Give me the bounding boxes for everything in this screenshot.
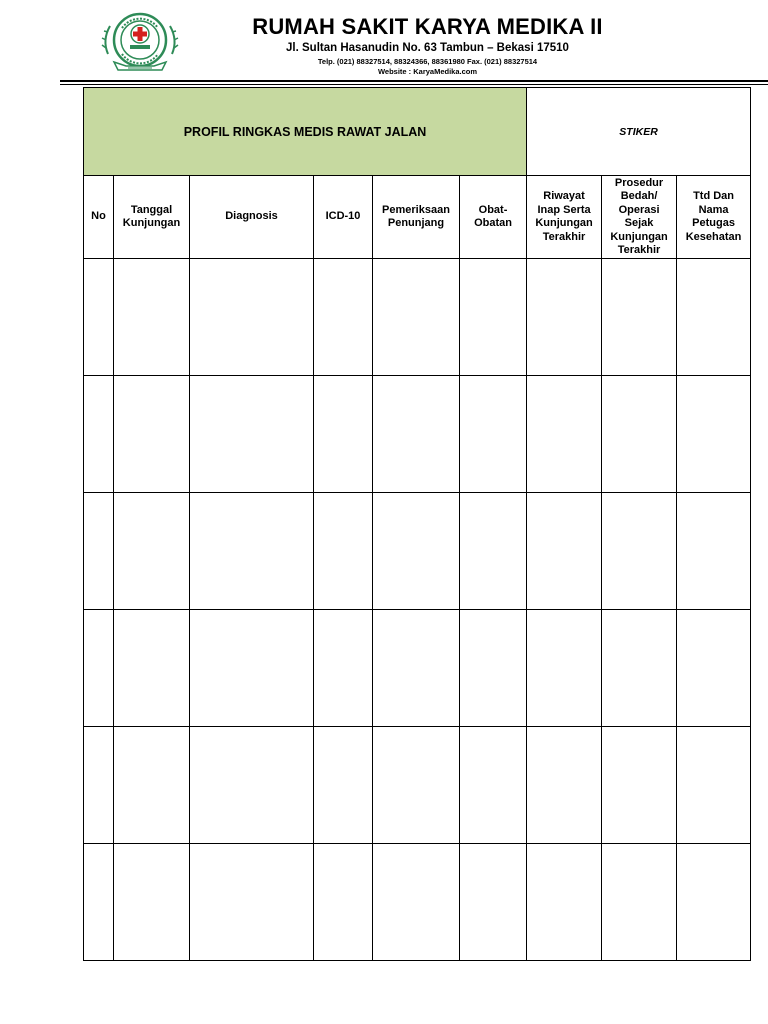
table-cell xyxy=(84,727,114,844)
table-cell xyxy=(114,493,190,610)
table-cell xyxy=(460,376,527,493)
table-cell xyxy=(190,727,314,844)
table-cell xyxy=(460,844,527,961)
table-cell xyxy=(677,727,751,844)
column-header: Ttd Dan Nama Petugas Kesehatan xyxy=(677,176,751,259)
table-cell xyxy=(373,259,460,376)
table-cell xyxy=(114,259,190,376)
table-cell xyxy=(190,844,314,961)
table-row xyxy=(84,493,751,610)
table-cell xyxy=(373,376,460,493)
table-row xyxy=(84,376,751,493)
table-cell xyxy=(602,376,677,493)
column-header: Riwayat Inap Serta Kunjungan Terakhir xyxy=(527,176,602,259)
column-header-row xyxy=(84,176,751,259)
table-cell xyxy=(602,844,677,961)
sticker-area: STIKER xyxy=(527,88,751,176)
column-header: Pemeriksaan Penunjang xyxy=(373,176,460,259)
table-cell xyxy=(677,610,751,727)
table-cell xyxy=(373,844,460,961)
title-row xyxy=(84,88,751,176)
column-header: Prosedur Bedah/ Operasi Sejak Kunjungan Terakhir xyxy=(602,176,677,259)
table-cell xyxy=(460,727,527,844)
header-divider xyxy=(60,80,768,82)
table-cell xyxy=(602,493,677,610)
table-cell xyxy=(527,493,602,610)
table-cell xyxy=(114,844,190,961)
table-cell xyxy=(114,376,190,493)
table-cell xyxy=(527,844,602,961)
table-row xyxy=(84,727,751,844)
table-cell xyxy=(527,259,602,376)
hospital-phone: Telp. (021) 88327514, 88324366, 88361980 Fax. (021) 88327514 xyxy=(317,57,538,66)
table-cell xyxy=(460,493,527,610)
table-cell xyxy=(602,727,677,844)
table-cell xyxy=(527,376,602,493)
hospital-address: Jl. Sultan Hasanudin No. 63 Tambun – Bekasi 17510 xyxy=(286,42,569,54)
form-title: PROFIL RINGKAS MEDIS RAWAT JALAN xyxy=(84,88,527,176)
medical-profile-table xyxy=(83,87,751,961)
table-row xyxy=(84,259,751,376)
table-cell xyxy=(602,259,677,376)
hospital-name: RUMAH SAKIT KARYA MEDIKA II xyxy=(252,14,603,39)
table-cell xyxy=(84,259,114,376)
table-cell xyxy=(84,376,114,493)
hospital-seal-icon xyxy=(100,10,180,76)
table-cell xyxy=(460,259,527,376)
table-cell xyxy=(190,259,314,376)
column-header: ICD-10 xyxy=(314,176,373,259)
table-body xyxy=(84,259,751,961)
table-cell xyxy=(527,727,602,844)
table-cell xyxy=(677,259,751,376)
table-cell xyxy=(677,376,751,493)
table-cell xyxy=(190,376,314,493)
table-cell xyxy=(114,727,190,844)
table-cell xyxy=(84,493,114,610)
table-cell xyxy=(84,610,114,727)
table-cell xyxy=(314,844,373,961)
table-cell xyxy=(373,493,460,610)
table-cell xyxy=(460,610,527,727)
table-cell xyxy=(677,844,751,961)
column-header: Diagnosis xyxy=(190,176,314,259)
header-divider-thin xyxy=(60,84,768,85)
table-row xyxy=(84,844,751,961)
table-cell xyxy=(84,844,114,961)
table-cell xyxy=(677,493,751,610)
column-header: No xyxy=(84,176,114,259)
table-cell xyxy=(314,493,373,610)
column-header: Tanggal Kunjungan xyxy=(114,176,190,259)
table-row xyxy=(84,610,751,727)
table-cell xyxy=(114,610,190,727)
table-cell xyxy=(190,610,314,727)
column-header: Obat- Obatan xyxy=(460,176,527,259)
table-cell xyxy=(373,610,460,727)
table-cell xyxy=(314,376,373,493)
table-cell xyxy=(527,610,602,727)
table-cell xyxy=(314,727,373,844)
table-cell xyxy=(314,259,373,376)
table-cell xyxy=(314,610,373,727)
hospital-website: Website : KaryaMedika.com xyxy=(377,67,478,76)
table-cell xyxy=(602,610,677,727)
table-cell xyxy=(373,727,460,844)
table-cell xyxy=(190,493,314,610)
